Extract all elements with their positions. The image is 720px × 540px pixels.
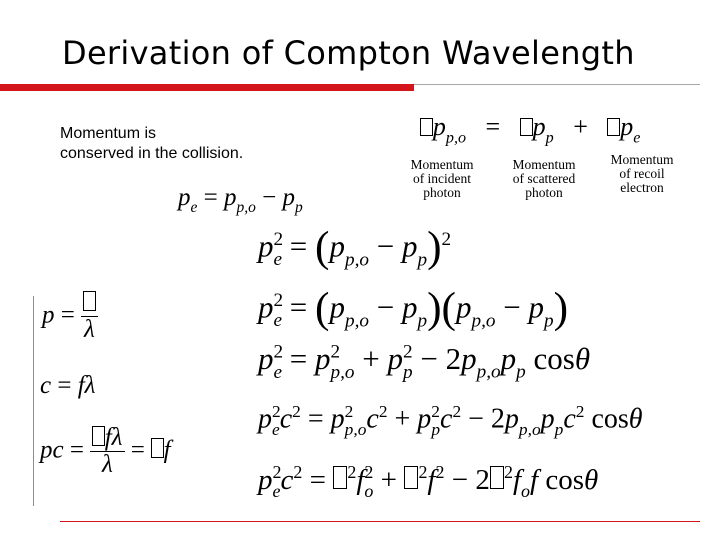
equation-line-5: $p^2_ec^2 = ^2f^2_o + ^2f^2 - 2$ $^2f_of$ cosθ bbox=[258, 462, 599, 501]
box-glyph-icon bbox=[490, 466, 504, 489]
equation-conservation: $p_{p,o} = p_p + p_e$ bbox=[420, 112, 640, 147]
box-glyph-icon bbox=[92, 426, 105, 446]
equation-photon-energy: pc = $\frac{f\lambda}{\lambda}$ = f bbox=[40, 424, 171, 479]
title-divider-line bbox=[414, 84, 700, 85]
title-accent-bar bbox=[0, 84, 414, 91]
equation-line-4: $p^2_ec^2 = p^2_{p,o}c^2 + p^2_pc^2 - 2p_{p,o}p_pc^2$ cosθ bbox=[258, 402, 643, 440]
box-glyph-icon bbox=[420, 118, 433, 136]
equation-photon-momentum: p = λ bbox=[42, 290, 98, 344]
box-glyph-icon bbox=[404, 466, 418, 489]
body-text bbox=[60, 124, 243, 164]
box-glyph-icon bbox=[333, 466, 347, 489]
equation-line-1: $p^2_e = (p_{p,o} - p_p)^2$ bbox=[258, 223, 452, 271]
footer-rule bbox=[60, 521, 700, 522]
equation-line-3: $p^2_e = p^2_{p,o} + p^2_p - 2p_{p,o}p_p$ cosθ bbox=[258, 341, 591, 383]
equation-wave-speed: c = fλ bbox=[40, 372, 96, 399]
slide-title: Derivation of Compton Wavelength bbox=[62, 34, 635, 72]
box-glyph-icon bbox=[607, 118, 620, 136]
label-incident-photon: Momentum of incident photon bbox=[410, 157, 474, 200]
label-scattered-photon: Momentum of scattered photon bbox=[512, 157, 576, 200]
equation-line-2: $p^2_e = (p_{p,o} - p_p)(p_{p,o} - p_p)$ bbox=[258, 284, 569, 332]
label-recoil-electron: Momentum of recoil electron bbox=[610, 152, 674, 195]
box-glyph-icon bbox=[520, 118, 533, 136]
equation-electron-momentum: $p_e = p_{p,o} - p_p$ bbox=[178, 184, 303, 216]
body-line-1: Momentum is bbox=[60, 125, 157, 142]
box-glyph-icon bbox=[151, 438, 164, 458]
left-margin-line bbox=[33, 296, 34, 506]
body-line-2: conserved in the collision. bbox=[60, 145, 244, 162]
box-glyph-icon bbox=[83, 291, 96, 311]
